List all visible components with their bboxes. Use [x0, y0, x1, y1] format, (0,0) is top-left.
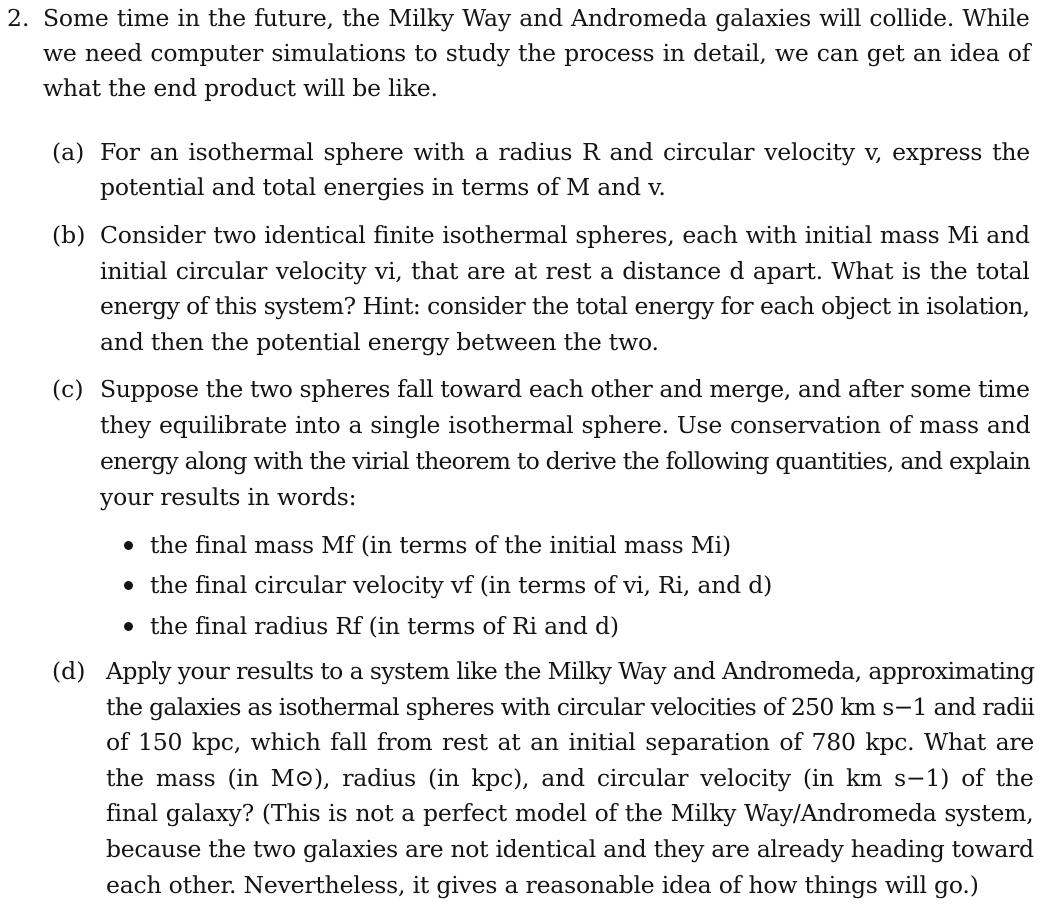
part-d-line-2: the galaxies as isothermal spheres with circular velocities of 250 km s−1 and radii — [106, 693, 1035, 721]
problem-number: 2. — [7, 4, 30, 32]
part-c-bullet-3: the final radius Rf (in terms of Ri and d) — [150, 612, 619, 640]
intro-line-2: we need computer simulations to study the process in detail, we can get an idea of — [43, 39, 1031, 67]
part-c-bullet-1: the final mass Mf (in terms of the initial mass Mi) — [150, 531, 731, 559]
part-d-line-5: final galaxy? (This is not a perfect model of the Milky Way/Andromeda system, — [106, 799, 1034, 827]
bullet-dot-3 — [124, 622, 133, 631]
part-a-label: (a) — [52, 138, 85, 166]
part-a-line-1: For an isothermal sphere with a radius R and circular velocity v, express the — [100, 138, 1031, 166]
part-b-line-4: and then the potential energy between the two. — [100, 328, 659, 356]
bullet-dot-2 — [124, 581, 133, 590]
part-b-line-3: energy of this system? Hint: consider the total energy for each object in isolation, — [100, 292, 1030, 320]
part-c-bullet-2: the final circular velocity vf (in terms of vi, Ri, and d) — [150, 571, 773, 599]
bullet-dot-1 — [124, 541, 133, 550]
intro-line-3: what the end product will be like. — [43, 74, 438, 102]
part-d-line-3: of 150 kpc, which fall from rest at an initial separation of 780 kpc. What are — [106, 728, 1035, 756]
part-d-line-7: each other. Nevertheless, it gives a reasonable idea of how things will go.) — [106, 871, 979, 899]
part-c-line-1: Suppose the two spheres fall toward each other and merge, and after some time — [100, 375, 1030, 403]
part-d-label: (d) — [52, 657, 86, 685]
part-d-line-1: Apply your results to a system like the Milky Way and Andromeda, approximating — [106, 657, 1035, 685]
part-c-label: (c) — [52, 375, 84, 403]
part-d-line-4: the mass (in M⊙), radius (in kpc), and circular velocity (in km s−1) of the — [106, 764, 1034, 792]
part-c-line-3: energy along with the virial theorem to derive the following quantities, and explain — [100, 447, 1031, 475]
part-b-label: (b) — [52, 221, 86, 249]
part-b-line-1: Consider two identical finite isothermal spheres, each with initial mass Mi and — [100, 221, 1030, 249]
part-c-line-2: they equilibrate into a single isothermal sphere. Use conservation of mass and — [100, 411, 1031, 439]
part-c-line-4: your results in words: — [100, 483, 357, 511]
part-b-line-2: initial circular velocity vi, that are at rest a distance d apart. What is the total — [100, 257, 1030, 285]
part-a-line-2: potential and total energies in terms of M and v. — [100, 173, 666, 201]
intro-line-1: Some time in the future, the Milky Way and Andromeda galaxies will collide. While — [43, 4, 1030, 32]
part-d-line-6: because the two galaxies are not identical and they are already heading toward — [106, 835, 1034, 863]
